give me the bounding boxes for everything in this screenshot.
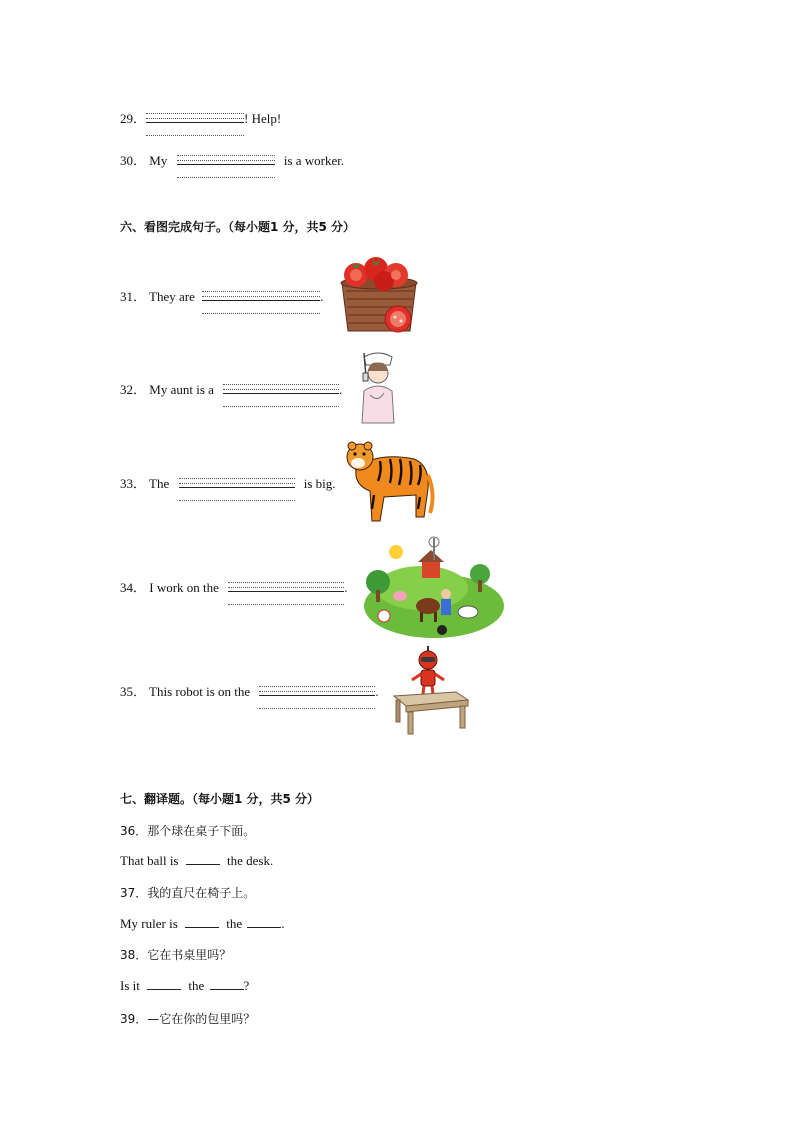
question-34 <box>120 577 347 596</box>
answer-text: Is it <box>120 978 140 993</box>
question-text: ! Help! <box>244 111 282 126</box>
question-number: 32． <box>120 382 147 397</box>
chinese-sentence: —它在你的包里吗？ <box>147 1012 256 1026</box>
answer-text: ? <box>243 978 250 993</box>
answer-blank[interactable] <box>147 977 181 990</box>
question-30 <box>120 150 344 169</box>
section-6-heading: 六、看图完成句子。（每小题1 分，共5 分） <box>120 220 356 234</box>
farm-image <box>360 536 504 636</box>
answer-blank[interactable] <box>247 915 281 928</box>
question-number: 37． <box>120 886 148 900</box>
question-33 <box>120 473 336 492</box>
nurse-image <box>354 351 402 423</box>
question-text: I work on the <box>149 580 219 595</box>
question-text: The <box>149 476 170 491</box>
question-number: 36． <box>120 824 148 838</box>
question-31 <box>120 286 323 305</box>
answer-text: That ball is <box>120 853 179 868</box>
question-text: My <box>149 153 168 168</box>
question-text: My aunt is a <box>149 382 214 397</box>
question-37-answer <box>120 915 285 932</box>
question-38-answer <box>120 977 249 994</box>
question-number: 33． <box>120 476 147 491</box>
tomato-basket-image <box>338 253 420 335</box>
chinese-sentence: 它在书桌里吗？ <box>147 948 232 962</box>
answer-text: the <box>188 978 205 993</box>
question-32 <box>120 379 342 398</box>
question-36-answer <box>120 852 273 869</box>
question-number: 39． <box>120 1012 148 1026</box>
question-text: . <box>344 580 348 595</box>
answer-blank[interactable] <box>210 977 244 990</box>
answer-blank[interactable] <box>202 300 320 301</box>
question-text: is big. <box>303 476 336 491</box>
question-37-prompt <box>120 884 255 901</box>
question-text: . <box>375 684 379 699</box>
answer-blank[interactable] <box>185 915 219 928</box>
question-39-prompt <box>120 1010 255 1027</box>
question-35 <box>120 681 379 700</box>
question-text: . <box>320 289 324 304</box>
answer-text: the <box>226 916 243 931</box>
question-36-prompt <box>120 822 255 839</box>
answer-blank[interactable] <box>179 487 295 488</box>
question-number: 29． <box>120 111 147 126</box>
answer-blank[interactable] <box>146 122 244 123</box>
tiger-image <box>344 435 432 527</box>
question-text: They are <box>149 289 195 304</box>
robot-on-desk-image <box>390 644 470 736</box>
question-29 <box>120 108 281 127</box>
answer-text: the desk. <box>227 853 274 868</box>
question-number: 35． <box>120 684 147 699</box>
chinese-sentence: 那个球在桌子下面。 <box>147 824 256 838</box>
answer-blank[interactable] <box>228 591 344 592</box>
question-number: 34． <box>120 580 147 595</box>
answer-text: . <box>281 916 285 931</box>
section-7-heading: 七、翻译题。（每小题1 分，共5 分） <box>120 792 320 806</box>
question-text: is a worker. <box>283 153 345 168</box>
question-number: 38． <box>120 948 148 962</box>
question-number: 31． <box>120 289 147 304</box>
answer-blank[interactable] <box>259 695 375 696</box>
answer-blank[interactable] <box>177 164 275 165</box>
chinese-sentence: 我的直尺在椅子上。 <box>147 886 256 900</box>
answer-blank[interactable] <box>223 393 339 394</box>
answer-blank[interactable] <box>186 852 220 865</box>
question-38-prompt <box>120 946 231 963</box>
answer-text: My ruler is <box>120 916 178 931</box>
question-number: 30． <box>120 153 147 168</box>
question-text: This robot is on the <box>149 684 251 699</box>
question-text: . <box>339 382 343 397</box>
